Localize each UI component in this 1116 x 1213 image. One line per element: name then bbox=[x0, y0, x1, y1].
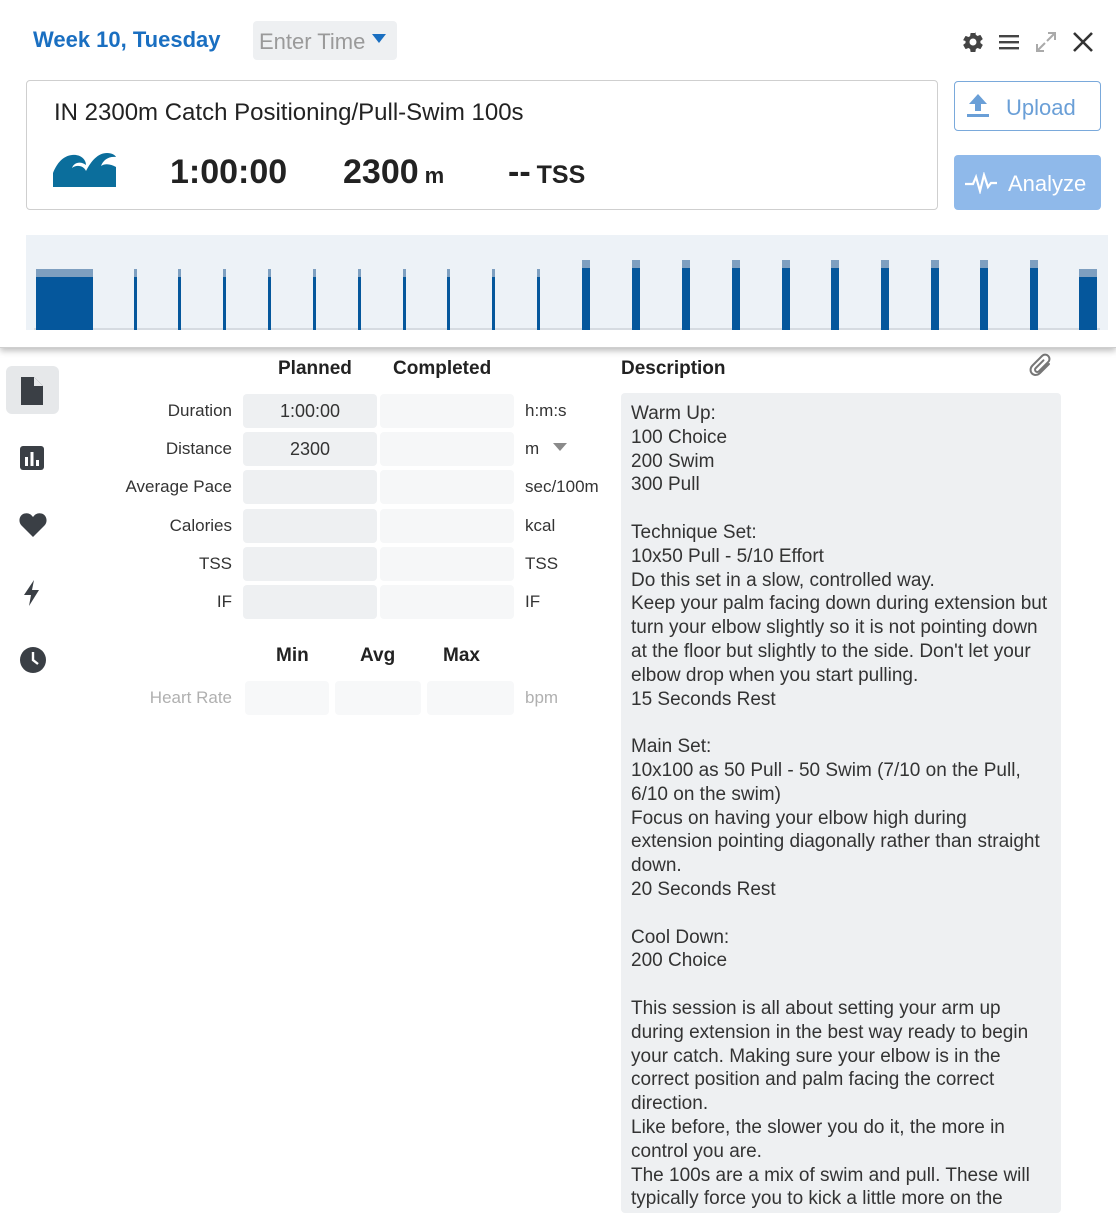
completed-value-field[interactable] bbox=[380, 509, 514, 543]
close-icon[interactable] bbox=[1071, 30, 1095, 54]
metric-label: TSS bbox=[198, 554, 232, 573]
planned-value-field[interactable] bbox=[243, 585, 377, 619]
metric-label: IF bbox=[216, 592, 232, 611]
completed-value-field[interactable] bbox=[380, 547, 514, 581]
planned-tss bbox=[508, 153, 585, 192]
analyze-button[interactable] bbox=[954, 155, 1101, 210]
completed-column-header: Completed bbox=[393, 358, 492, 379]
caret-down-icon bbox=[372, 34, 386, 43]
upload-label: Upload bbox=[1006, 95, 1076, 120]
workout-date[interactable]: Week 10, Tuesday bbox=[33, 27, 221, 52]
interval-bar-cap bbox=[931, 260, 939, 268]
completed-value-field[interactable] bbox=[380, 432, 514, 466]
interval-bar-cap bbox=[36, 269, 93, 277]
interval-bar-cap bbox=[831, 260, 839, 268]
hr-min-field[interactable] bbox=[245, 681, 329, 715]
metric-unit: kcal bbox=[525, 516, 556, 535]
enter-time-dropdown[interactable] bbox=[253, 21, 397, 60]
planned-value: 2300 bbox=[289, 439, 331, 459]
sidebar-history-tab[interactable] bbox=[6, 635, 59, 683]
interval-bar-cap bbox=[313, 269, 316, 277]
upload-icon bbox=[967, 94, 989, 118]
avg-column-header: Avg bbox=[360, 645, 396, 666]
heart-rate-label: Heart Rate bbox=[149, 688, 232, 707]
interval-bar[interactable] bbox=[632, 268, 640, 330]
interval-bar-cap bbox=[582, 260, 590, 268]
planned-distance bbox=[343, 153, 444, 192]
swim-wave-icon bbox=[53, 151, 116, 188]
metric-label: Calories bbox=[169, 516, 232, 535]
interval-bar-cap bbox=[223, 269, 226, 277]
interval-bar[interactable] bbox=[537, 277, 540, 330]
interval-bar[interactable] bbox=[732, 268, 740, 330]
interval-bar[interactable] bbox=[831, 268, 839, 330]
interval-bar-cap bbox=[134, 269, 137, 277]
planned-column-header: Planned bbox=[278, 358, 352, 379]
interval-bar[interactable] bbox=[980, 268, 988, 330]
description-heading: Description bbox=[621, 358, 726, 379]
interval-bar-cap bbox=[980, 260, 988, 268]
interval-bar-cap bbox=[447, 269, 450, 277]
chart-baseline bbox=[34, 328, 1100, 330]
metric-unit: sec/100m bbox=[525, 477, 599, 496]
interval-bar[interactable] bbox=[492, 277, 495, 330]
interval-bar-cap bbox=[1030, 260, 1038, 268]
interval-bar-cap bbox=[403, 269, 406, 277]
clock-icon bbox=[19, 646, 47, 674]
metric-unit: m bbox=[525, 439, 540, 458]
upload-button[interactable] bbox=[954, 81, 1101, 131]
tss-unit: TSS bbox=[536, 161, 586, 189]
planned-value-field[interactable] bbox=[243, 509, 377, 543]
distance-unit: m bbox=[424, 163, 445, 188]
planned-value-field[interactable] bbox=[243, 470, 377, 504]
planned-value-field[interactable] bbox=[243, 432, 377, 466]
interval-bar-cap bbox=[178, 269, 181, 277]
max-column-header: Max bbox=[443, 645, 480, 666]
hr-unit: bpm bbox=[525, 688, 559, 707]
interval-bar[interactable] bbox=[1079, 277, 1097, 330]
interval-bar[interactable] bbox=[223, 277, 226, 330]
expand-icon[interactable] bbox=[1034, 30, 1058, 54]
hr-avg-field[interactable] bbox=[335, 681, 421, 715]
metric-label: Duration bbox=[167, 401, 232, 420]
metric-unit: IF bbox=[525, 592, 541, 611]
interval-bar[interactable] bbox=[931, 268, 939, 330]
interval-bar[interactable] bbox=[36, 277, 93, 330]
interval-bar[interactable] bbox=[1030, 268, 1038, 330]
interval-bar[interactable] bbox=[782, 268, 790, 330]
workout-summary-card bbox=[26, 80, 938, 210]
completed-value-field[interactable] bbox=[380, 470, 514, 504]
unit-dropdown-caret-icon[interactable] bbox=[553, 443, 567, 451]
menu-icon[interactable] bbox=[997, 30, 1021, 54]
interval-bar[interactable] bbox=[358, 277, 361, 330]
interval-bar-cap bbox=[268, 269, 271, 277]
min-column-header: Min bbox=[276, 645, 309, 666]
planned-value-field[interactable] bbox=[243, 394, 377, 428]
planned-value: 1:00:00 bbox=[279, 401, 341, 421]
interval-bar-cap bbox=[782, 260, 790, 268]
interval-bar-cap bbox=[358, 269, 361, 277]
description-textarea[interactable] bbox=[621, 393, 1061, 1213]
metric-label: Distance bbox=[165, 439, 232, 458]
completed-value-field[interactable] bbox=[380, 394, 514, 428]
interval-bar-cap bbox=[881, 260, 889, 268]
interval-bar-cap bbox=[537, 269, 540, 277]
metric-unit: h:m:s bbox=[525, 401, 567, 420]
metric-unit: TSS bbox=[525, 554, 559, 573]
interval-bar[interactable] bbox=[582, 268, 590, 330]
interval-bar[interactable] bbox=[881, 268, 889, 330]
metric-label: Average Pace bbox=[125, 477, 232, 496]
enter-time-placeholder: Enter Time bbox=[259, 29, 366, 54]
interval-bar[interactable] bbox=[313, 277, 316, 330]
interval-bar[interactable] bbox=[268, 277, 271, 330]
description-text: Warm Up: 100 Choice 200 Swim 300 Pull Technique Set: 10x50 Pull - 5/10 Effort Do this set in a slow, controlled way. Keep your palm facing down during extension but turn your elbow slightly so it is not pointing down at the floor but slightly to the side. Don't let your elbow drop when you start pulling. 15 Seconds Rest Main Set: 10x100 as 50 Pull - 50 Swim (7/10 on the Pull, 6/10 on the swim) Focus on having your elbow high during extension pointing diagonally rather than straight down. 20 Seconds Rest Cool Down: 200 Choice This session is all about setting your arm up during extension in the best way ready to begin your catch. Making sure your elbow is in the correct position and palm facing the correct direction. Like before, the slower you do it, the more in control you are. The 100s are a mix of swim and pull. These will typically force you to kick a little more on the bbox=[631, 403, 1048, 1210]
interval-bar[interactable] bbox=[178, 277, 181, 330]
interval-bar[interactable] bbox=[447, 277, 450, 330]
gear-icon[interactable] bbox=[961, 30, 985, 54]
distance-value: 2300 bbox=[343, 153, 419, 191]
workout-structure-chart[interactable] bbox=[26, 235, 1108, 330]
workout-title[interactable]: IN 2300m Catch Positioning/Pull-Swim 100s bbox=[54, 99, 524, 126]
interval-bar[interactable] bbox=[682, 268, 690, 330]
interval-bar-cap bbox=[632, 260, 640, 268]
tss-value: -- bbox=[508, 153, 531, 191]
interval-bar-cap bbox=[732, 260, 740, 268]
interval-bar-cap bbox=[1079, 269, 1097, 277]
paperclip-icon[interactable] bbox=[1029, 352, 1055, 380]
interval-bar-cap bbox=[492, 269, 495, 277]
interval-bar-cap bbox=[682, 260, 690, 268]
completed-value-field[interactable] bbox=[380, 585, 514, 619]
pulse-icon bbox=[964, 172, 998, 194]
interval-bar[interactable] bbox=[403, 277, 406, 330]
interval-bar[interactable] bbox=[134, 277, 137, 330]
hr-max-field[interactable] bbox=[427, 681, 514, 715]
planned-value-field[interactable] bbox=[243, 547, 377, 581]
analyze-label: Analyze bbox=[1008, 171, 1087, 196]
planned-duration: 1:00:00 bbox=[170, 153, 288, 191]
workout-header-panel bbox=[0, 0, 1116, 348]
